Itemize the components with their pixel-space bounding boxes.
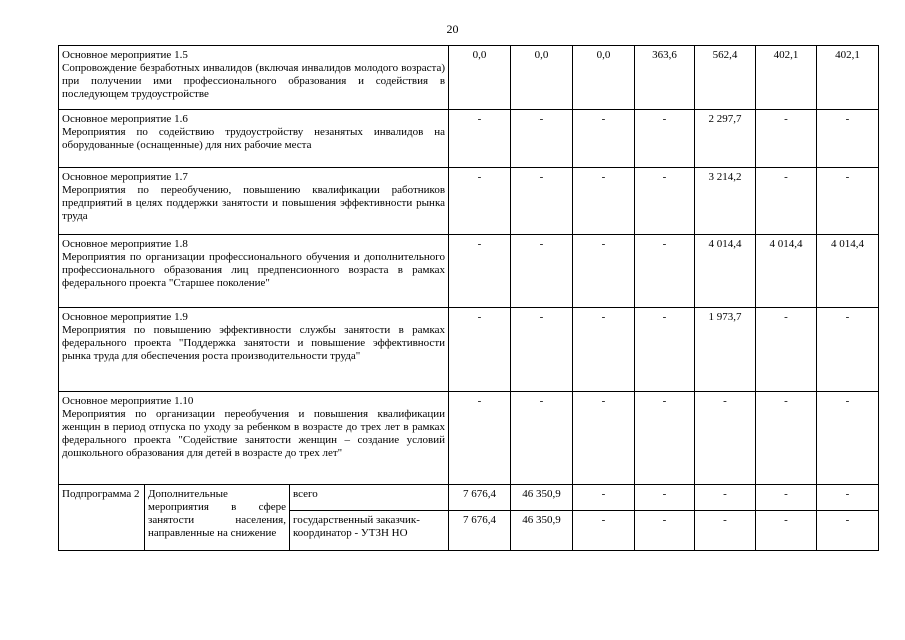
activity-row bbox=[59, 235, 879, 308]
value-cell: 0,0 bbox=[573, 46, 635, 110]
funding-source: государственный заказчик-координатор - УТЗН НО bbox=[290, 511, 449, 551]
page-number: 20 bbox=[446, 22, 459, 36]
value-cell: - bbox=[635, 511, 695, 551]
activity-title: Основное мероприятие 1.6 bbox=[62, 113, 188, 125]
value-cell: 46 350,9 bbox=[511, 511, 573, 551]
subprogram-label: Подпрограмма 2 bbox=[59, 485, 145, 551]
activity-description bbox=[59, 110, 449, 168]
activity-description bbox=[59, 308, 449, 392]
value-cell: - bbox=[635, 168, 695, 235]
value-cell: - bbox=[449, 235, 511, 308]
activity-row bbox=[59, 392, 879, 485]
value-cell: - bbox=[573, 110, 635, 168]
value-cell: - bbox=[817, 308, 879, 392]
activity-title: Основное мероприятие 1.5 bbox=[62, 49, 188, 61]
value-cell: - bbox=[511, 308, 573, 392]
value-cell: 562,4 bbox=[695, 46, 756, 110]
value-cell: - bbox=[817, 110, 879, 168]
value-cell: 0,0 bbox=[449, 46, 511, 110]
value-cell: 402,1 bbox=[756, 46, 817, 110]
value-cell: - bbox=[511, 235, 573, 308]
value-cell: - bbox=[511, 110, 573, 168]
value-cell: - bbox=[695, 392, 756, 485]
value-cell: 2 297,7 bbox=[695, 110, 756, 168]
activity-text: Мероприятия по переобучению, повышению квалификации работников предприятий в целях поддержки занятости и повышения эффективности рынка труда bbox=[62, 184, 446, 222]
value-cell: - bbox=[449, 168, 511, 235]
value-cell: - bbox=[573, 485, 635, 511]
value-cell: - bbox=[756, 392, 817, 485]
value-cell: - bbox=[756, 168, 817, 235]
value-cell: 402,1 bbox=[817, 46, 879, 110]
activity-row bbox=[59, 46, 879, 110]
funding-table bbox=[58, 45, 879, 551]
activity-title: Основное мероприятие 1.8 bbox=[62, 238, 188, 250]
value-cell: 4 014,4 bbox=[817, 235, 879, 308]
value-cell: - bbox=[511, 392, 573, 485]
value-cell: 46 350,9 bbox=[511, 485, 573, 511]
value-cell: - bbox=[635, 392, 695, 485]
activity-row bbox=[59, 308, 879, 392]
value-cell: 7 676,4 bbox=[449, 485, 511, 511]
value-cell: - bbox=[695, 511, 756, 551]
value-cell: - bbox=[573, 392, 635, 485]
table-body bbox=[59, 46, 879, 551]
activity-description bbox=[59, 392, 449, 485]
value-cell: 1 973,7 bbox=[695, 308, 756, 392]
value-cell: - bbox=[635, 235, 695, 308]
value-cell: - bbox=[817, 485, 879, 511]
value-cell: 0,0 bbox=[511, 46, 573, 110]
value-cell: - bbox=[756, 511, 817, 551]
activity-text: Мероприятия по организации профессионального обучения и дополнительного профессионального образования лиц предпенсионного возраста в рамках федерального проекта "Старшее поколение" bbox=[62, 251, 446, 289]
activity-text: Мероприятия по повышению эффективности службы занятости в рамках федерального проекта "Поддержка занятости и повышение эффективности рынка труда для обеспечения роста производительности труда" bbox=[62, 324, 446, 362]
value-cell: 3 214,2 bbox=[695, 168, 756, 235]
activity-text: Мероприятия по организации переобучения и повышения квалификации женщин в период отпуска по уходу за ребенком в возрасте до трех лет в рамках федерального проекта "Содействие занятости женщин – создание условий дошкольного образования для детей в возрасте до трех лет" bbox=[62, 408, 446, 459]
activity-title: Основное мероприятие 1.7 bbox=[62, 171, 188, 183]
value-cell: - bbox=[635, 485, 695, 511]
value-cell: - bbox=[573, 511, 635, 551]
activity-text: Мероприятия по содействию трудоустройству незанятых инвалидов на оборудованные (оснащенные) для них рабочие места bbox=[62, 126, 446, 151]
value-cell: - bbox=[635, 110, 695, 168]
value-cell: - bbox=[695, 485, 756, 511]
value-cell: - bbox=[817, 392, 879, 485]
value-cell: - bbox=[573, 308, 635, 392]
subprogram-row bbox=[59, 485, 879, 511]
value-cell: - bbox=[449, 392, 511, 485]
value-cell: - bbox=[449, 308, 511, 392]
value-cell: - bbox=[635, 308, 695, 392]
activity-title: Основное мероприятие 1.9 bbox=[62, 311, 188, 323]
subprogram-name: Дополнительные мероприятия в сфере занятости населения, направленные на снижение bbox=[145, 485, 290, 551]
value-cell: - bbox=[817, 168, 879, 235]
value-cell: - bbox=[511, 168, 573, 235]
value-cell: 4 014,4 bbox=[756, 235, 817, 308]
funding-source: всего bbox=[290, 485, 449, 511]
activity-title: Основное мероприятие 1.10 bbox=[62, 395, 194, 407]
value-cell: - bbox=[756, 308, 817, 392]
value-cell: - bbox=[573, 168, 635, 235]
activity-row bbox=[59, 110, 879, 168]
value-cell: 7 676,4 bbox=[449, 511, 511, 551]
value-cell: - bbox=[449, 110, 511, 168]
value-cell: - bbox=[817, 511, 879, 551]
value-cell: - bbox=[756, 485, 817, 511]
activity-description bbox=[59, 235, 449, 308]
value-cell: 363,6 bbox=[635, 46, 695, 110]
activity-text: Сопровождение безработных инвалидов (включая инвалидов молодого возраста) при получении ими профессионального образования и содействия в последующем трудоустройстве bbox=[62, 62, 446, 100]
activity-row bbox=[59, 168, 879, 235]
value-cell: - bbox=[756, 110, 817, 168]
value-cell: - bbox=[573, 235, 635, 308]
value-cell: 4 014,4 bbox=[695, 235, 756, 308]
activity-description bbox=[59, 168, 449, 235]
activity-description bbox=[59, 46, 449, 110]
